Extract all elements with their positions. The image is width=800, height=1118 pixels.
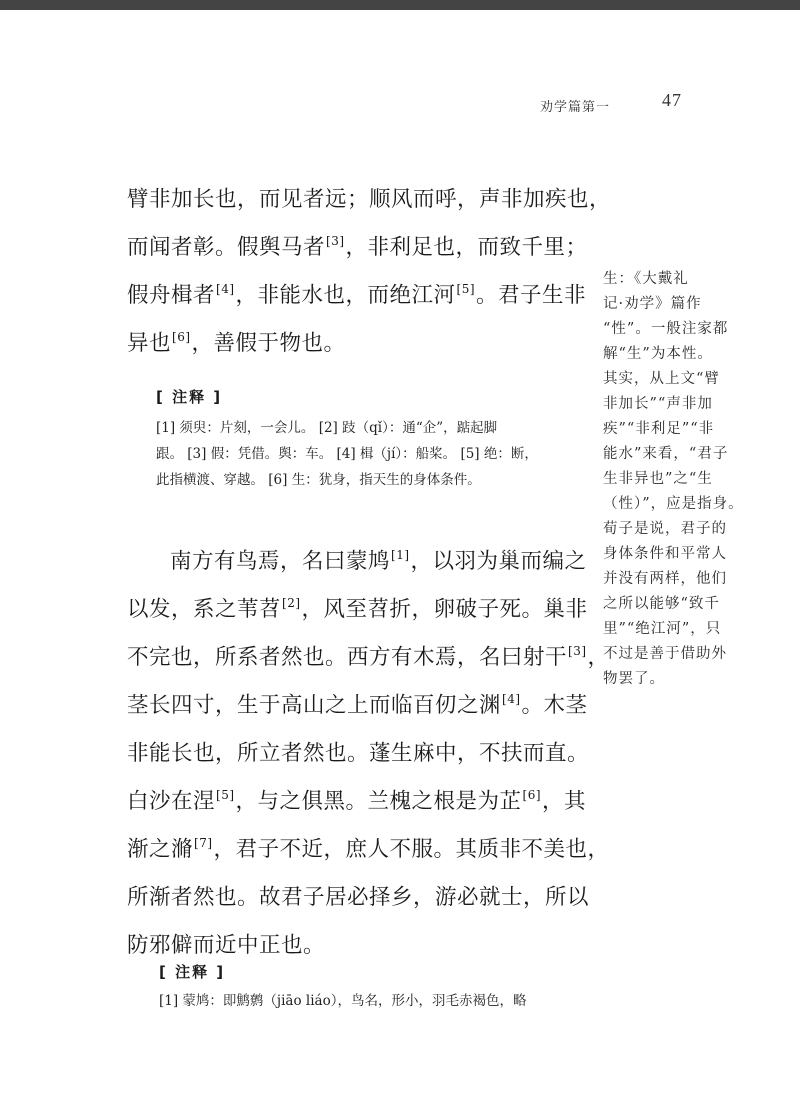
text-line — [127, 778, 592, 826]
passage-2 — [127, 538, 610, 970]
text-line — [127, 682, 592, 730]
footnote-ref: [5] — [216, 788, 235, 802]
note-line: 生：《大戴礼 — [603, 271, 689, 287]
text-line — [127, 586, 592, 634]
note-line: [1] 蒙鸠：即鹪鹩（jiāo liáo），鸟名，形小，羽毛赤褐色，略 — [159, 993, 527, 1009]
footnote-ref: [6] — [522, 788, 542, 802]
footnote-ref: [1] — [391, 548, 410, 562]
text-run: 防邪僻而近中正也。 — [127, 933, 326, 958]
text-run: 渐之滫 — [127, 837, 194, 862]
footnote-ref: [3] — [326, 234, 345, 248]
footnote-ref: [3] — [568, 644, 587, 658]
note-line: 并没有两样，他们 — [603, 571, 727, 587]
note-line: 非加长”“声非加 — [603, 396, 713, 412]
text-run: 臂非加长也，而见者远；顺风而呼，声非加疾也， — [127, 187, 612, 212]
text-run: 茎长四寸，生于高山之上而临百仞之渊 — [127, 693, 502, 718]
text-run: 非能长也，所立者然也。蓬生麻中，不扶而直。 — [127, 741, 590, 766]
note-line: 此指横渡、穿越。 [6] 生：犹身，指天生的身体条件。 — [156, 472, 481, 488]
text-run: 所渐者然也。故君子居必择乡，游必就士，所以 — [127, 885, 590, 910]
note-line: 身体条件和平常人 — [603, 546, 727, 562]
notes-2-title: [ 注释 ] — [159, 963, 226, 981]
running-title: 劝学篇第一 — [540, 100, 611, 115]
text-run: ，风至苕折，卵破子死。巢非 — [301, 597, 588, 622]
text-run: 白沙在涅 — [127, 789, 216, 814]
note-line: 能水”来看，“君子 — [603, 446, 729, 462]
footnote-ref: [2] — [282, 596, 301, 610]
footnote-ref: [7] — [194, 836, 213, 850]
footnote-ref: [4] — [502, 692, 521, 706]
text-run: ，君子不近，庶人不服。其质非不美也， — [213, 837, 610, 862]
note-line: 之所以能够“致千 — [603, 596, 720, 612]
text-run: 。君子生非 — [476, 283, 587, 308]
footnote-ref: [4] — [216, 282, 235, 296]
notes-1-body — [156, 415, 554, 493]
text-run: 南方有鸟焉，名曰蒙鸠 — [170, 549, 391, 574]
text-line — [127, 634, 610, 682]
note-line: 其实，从上文“臂 — [603, 371, 720, 387]
text-run: ，非利足也，而致千里； — [345, 235, 588, 260]
passage-1 — [127, 176, 612, 368]
note-line: （性）”，应是指身。 — [603, 496, 744, 512]
text-run: 假舟楫者 — [127, 283, 216, 308]
note-line: [1] 须臾：片刻，一会儿。 [2] 跂（qǐ）：通“企”，踮起脚 — [156, 420, 498, 436]
note-line: 里”“绝江河”，只 — [603, 621, 722, 637]
note-line: 物罢了。 — [603, 671, 665, 687]
passage-1-text — [127, 176, 612, 368]
text-run: ， — [587, 645, 610, 670]
margin-note — [603, 267, 773, 692]
text-line — [127, 224, 592, 272]
text-run: 。木茎 — [521, 693, 588, 718]
text-run: 而闻者彰。假舆马者 — [127, 235, 326, 260]
text-run: ，以羽为巢而编之 — [410, 549, 587, 574]
text-line — [127, 874, 592, 922]
text-run: ，非能水也，而绝江河 — [235, 283, 456, 308]
text-run: ，其 — [542, 789, 587, 814]
text-run: 异也 — [127, 331, 172, 356]
note-line: 不过是善于借助外 — [603, 646, 727, 662]
notes-1-title: [ 注释 ] — [156, 388, 223, 406]
passage-2-text — [127, 538, 610, 970]
text-run: ，与之俱黑。兰槐之根是为芷 — [235, 789, 522, 814]
text-line — [127, 320, 592, 368]
text-run: 以发，系之苇苕 — [127, 597, 282, 622]
note-line: 记·劝学》篇作 — [603, 296, 702, 312]
footnote-ref: [6] — [172, 330, 191, 344]
text-line — [127, 176, 612, 224]
text-line — [127, 826, 610, 874]
text-line — [127, 538, 592, 586]
note-line: 生非异也”之“生 — [603, 471, 713, 487]
notes-2-body — [159, 988, 542, 1014]
note-line: 疾”“非利足”“非 — [603, 421, 715, 437]
page-number: 47 — [662, 90, 682, 110]
running-header — [540, 90, 690, 115]
note-line: “性”。一般注家都 — [603, 321, 729, 337]
text-line — [127, 730, 592, 778]
note-line: 跟。 [3] 假：凭借。舆：车。 [4] 楫（jí）：船桨。 [5] 绝：断， — [156, 446, 538, 462]
text-run: 不完也，所系者然也。西方有木焉，名曰射干 — [127, 645, 568, 670]
footnote-ref: [5] — [456, 282, 476, 296]
note-line: 荀子是说，君子的 — [603, 521, 727, 537]
note-line: 解“生”为本性。 — [603, 346, 713, 362]
top-edge-strip — [0, 0, 800, 10]
text-run: ，善假于物也。 — [191, 331, 346, 356]
text-line — [127, 272, 592, 320]
